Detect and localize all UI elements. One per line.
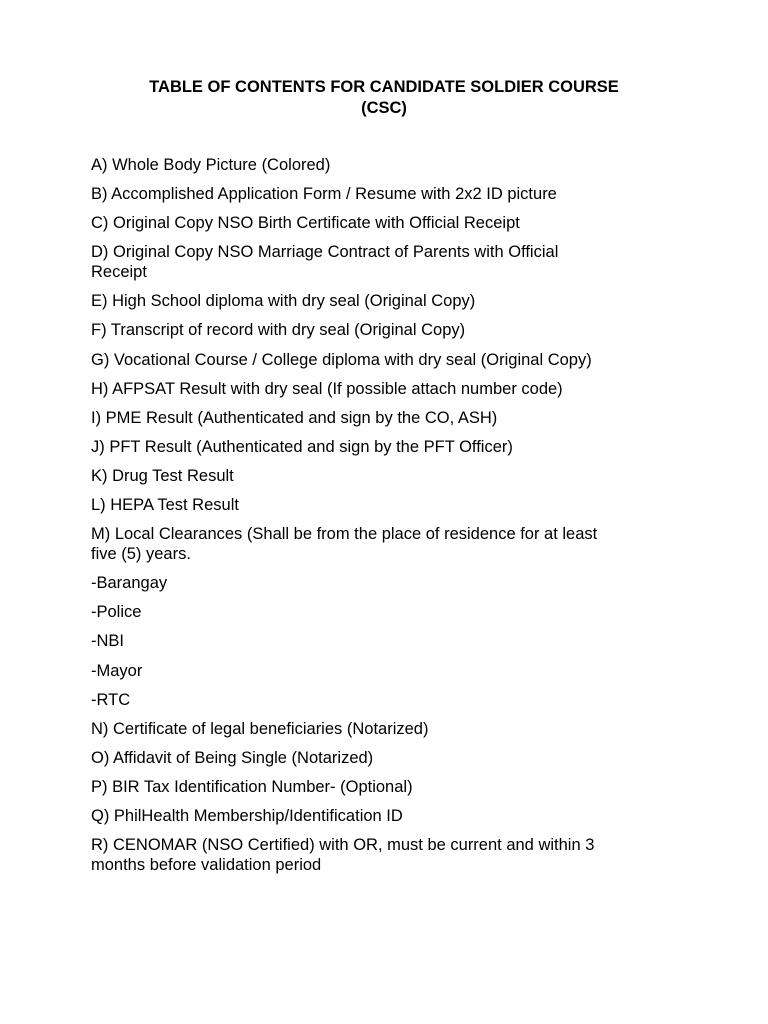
list-item-text: N) Certificate of legal beneficiaries (Notarized)	[91, 719, 429, 738]
list-item-text: O) Affidavit of Being Single (Notarized)	[91, 748, 374, 767]
list-item-text: -Police	[91, 603, 142, 622]
list-item-text: J) PFT Result (Authenticated and sign by the PFT Officer)	[91, 437, 513, 456]
list-item	[91, 437, 691, 457]
list-item	[91, 690, 691, 710]
list-item	[91, 213, 691, 233]
list-item	[91, 719, 691, 739]
list-item-text: -Barangay	[91, 574, 168, 593]
list-item-text: -Mayor	[91, 661, 143, 680]
list-item-text: -RTC	[91, 690, 131, 709]
list-item-text: A) Whole Body Picture (Colored)	[91, 156, 331, 174]
list-item	[91, 320, 691, 340]
list-item	[91, 806, 691, 826]
requirements-list	[91, 155, 691, 884]
list-item	[91, 661, 691, 681]
list-item	[91, 408, 691, 428]
list-item-text: E) High School diploma with dry seal (Original Copy)	[91, 292, 476, 311]
list-item	[91, 748, 691, 768]
list-item	[91, 350, 691, 370]
list-item	[91, 631, 691, 651]
list-item-text: I) PME Result (Authenticated and sign by the CO, ASH)	[91, 408, 498, 427]
list-item	[91, 777, 691, 797]
list-item	[91, 155, 691, 175]
list-item	[91, 602, 691, 622]
list-item-text: H) AFPSAT Result with dry seal (If possible attach number code)	[91, 379, 563, 398]
list-item	[91, 184, 691, 204]
list-item	[91, 291, 691, 311]
list-item	[91, 524, 691, 564]
list-item-text: Receipt	[91, 263, 147, 282]
list-item-text: months before validation period	[91, 856, 322, 875]
list-item-text: five (5) years.	[91, 545, 191, 564]
list-item-text: P) BIR Tax Identification Number- (Optional)	[91, 777, 413, 796]
list-item-text: K) Drug Test Result	[91, 466, 234, 485]
list-item	[91, 379, 691, 399]
list-item-text: B) Accomplished Application Form / Resume with 2x2 ID picture	[91, 185, 557, 204]
list-item	[91, 242, 691, 282]
document-title-line-2: (CSC)	[361, 99, 407, 117]
list-item-text: F) Transcript of record with dry seal (Original Copy)	[91, 321, 466, 340]
list-item	[91, 466, 691, 486]
list-item-text: D) Original Copy NSO Marriage Contract of Parents with Official	[91, 243, 559, 262]
document-title	[80, 77, 688, 119]
list-item-text: -NBI	[91, 632, 124, 651]
list-item-text: L) HEPA Test Result	[91, 496, 239, 515]
list-item	[91, 573, 691, 593]
document-title-line-1: TABLE OF CONTENTS FOR CANDIDATE SOLDIER COURSE	[149, 78, 619, 96]
list-item-text: Q) PhilHealth Membership/Identification ID	[91, 806, 403, 825]
list-item-text: R) CENOMAR (NSO Certified) with OR, must be current and within 3	[91, 836, 595, 855]
list-item-text: M) Local Clearances (Shall be from the place of residence for at least	[91, 525, 598, 544]
list-item-text: C) Original Copy NSO Birth Certificate with Official Receipt	[91, 214, 520, 233]
list-item-text: G) Vocational Course / College diploma with dry seal (Original Copy)	[91, 350, 592, 369]
list-item	[91, 495, 691, 515]
list-item	[91, 835, 691, 875]
